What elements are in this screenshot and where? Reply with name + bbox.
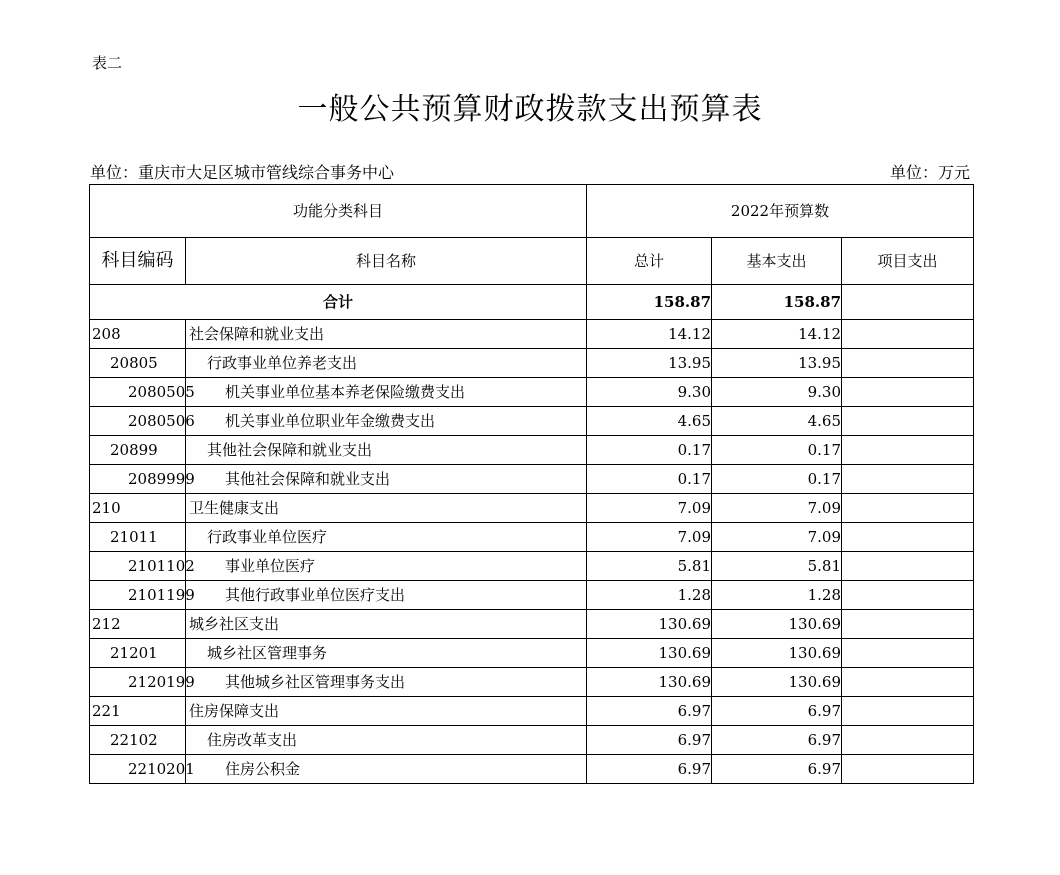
total-label: 合计	[90, 285, 587, 320]
table-row	[90, 494, 974, 523]
row-total: 7.09	[587, 494, 712, 523]
row-code: 212	[90, 610, 186, 639]
row-code: 208	[90, 320, 186, 349]
row-project	[842, 320, 974, 349]
row-code: 2101102	[90, 552, 186, 581]
code-header: 科目编码	[90, 238, 186, 285]
row-project	[842, 523, 974, 552]
basic-header: 基本支出	[712, 238, 842, 285]
row-project	[842, 465, 974, 494]
row-name: 住房保障支出	[186, 697, 587, 726]
table-row	[90, 436, 974, 465]
row-basic: 5.81	[712, 552, 842, 581]
row-project	[842, 726, 974, 755]
row-code: 2080505	[90, 378, 186, 407]
table-row	[90, 349, 974, 378]
row-total: 6.97	[587, 755, 712, 784]
table-row	[90, 465, 974, 494]
row-code: 22102	[90, 726, 186, 755]
table-row	[90, 610, 974, 639]
header-row-2	[90, 238, 974, 285]
row-basic: 14.12	[712, 320, 842, 349]
row-basic: 7.09	[712, 523, 842, 552]
table-row	[90, 639, 974, 668]
row-project	[842, 494, 974, 523]
row-total: 14.12	[587, 320, 712, 349]
row-code: 2120199	[90, 668, 186, 697]
budget-table	[89, 184, 974, 784]
total-total: 158.87	[587, 285, 712, 320]
table-row	[90, 726, 974, 755]
row-name: 城乡社区管理事务	[186, 639, 587, 668]
row-project	[842, 349, 974, 378]
row-name: 其他社会保障和就业支出	[186, 465, 587, 494]
table-row	[90, 581, 974, 610]
page-title: 一般公共预算财政拨款支出预算表	[297, 92, 763, 127]
row-total: 5.81	[587, 552, 712, 581]
row-code: 21201	[90, 639, 186, 668]
row-basic: 130.69	[712, 610, 842, 639]
row-name: 住房改革支出	[186, 726, 587, 755]
row-project	[842, 697, 974, 726]
row-basic: 130.69	[712, 668, 842, 697]
row-basic: 13.95	[712, 349, 842, 378]
row-total: 1.28	[587, 581, 712, 610]
row-code: 21011	[90, 523, 186, 552]
row-basic: 6.97	[712, 726, 842, 755]
row-name: 行政事业单位医疗	[186, 523, 587, 552]
unit-currency: 单位：万元	[889, 163, 970, 182]
header-row-1	[90, 185, 974, 238]
row-basic: 9.30	[712, 378, 842, 407]
table-row	[90, 668, 974, 697]
row-code: 2210201	[90, 755, 186, 784]
row-total: 130.69	[587, 639, 712, 668]
row-code: 2080506	[90, 407, 186, 436]
unit-organization: 单位：重庆市大足区城市管线综合事务中心	[90, 163, 395, 182]
row-total: 6.97	[587, 726, 712, 755]
row-total: 130.69	[587, 610, 712, 639]
row-project	[842, 639, 974, 668]
row-name: 其他行政事业单位医疗支出	[186, 581, 587, 610]
row-total: 0.17	[587, 436, 712, 465]
row-total: 130.69	[587, 668, 712, 697]
project-header: 项目支出	[842, 238, 974, 285]
budget-year-header: 2022年预算数	[587, 185, 974, 238]
row-name: 卫生健康支出	[186, 494, 587, 523]
total-basic: 158.87	[712, 285, 842, 320]
row-name: 行政事业单位养老支出	[186, 349, 587, 378]
row-name: 住房公积金	[186, 755, 587, 784]
row-code: 2089999	[90, 465, 186, 494]
total-project	[842, 285, 974, 320]
table-row	[90, 755, 974, 784]
row-basic: 6.97	[712, 755, 842, 784]
row-code: 221	[90, 697, 186, 726]
row-project	[842, 436, 974, 465]
table-row	[90, 552, 974, 581]
row-total: 4.65	[587, 407, 712, 436]
row-code: 20805	[90, 349, 186, 378]
row-name: 城乡社区支出	[186, 610, 587, 639]
row-project	[842, 407, 974, 436]
table-row	[90, 407, 974, 436]
row-name: 社会保障和就业支出	[186, 320, 587, 349]
row-code: 2101199	[90, 581, 186, 610]
row-total: 13.95	[587, 349, 712, 378]
row-code: 210	[90, 494, 186, 523]
row-project	[842, 755, 974, 784]
row-basic: 1.28	[712, 581, 842, 610]
row-project	[842, 610, 974, 639]
row-total: 9.30	[587, 378, 712, 407]
table-row	[90, 523, 974, 552]
total-header: 总计	[587, 238, 712, 285]
row-total: 7.09	[587, 523, 712, 552]
row-name: 其他社会保障和就业支出	[186, 436, 587, 465]
row-name: 机关事业单位职业年金缴费支出	[186, 407, 587, 436]
row-project	[842, 378, 974, 407]
row-total: 6.97	[587, 697, 712, 726]
table-row	[90, 378, 974, 407]
row-basic: 0.17	[712, 436, 842, 465]
row-project	[842, 552, 974, 581]
functional-class-header: 功能分类科目	[90, 185, 587, 238]
row-total: 0.17	[587, 465, 712, 494]
row-basic: 130.69	[712, 639, 842, 668]
row-code: 20899	[90, 436, 186, 465]
row-project	[842, 668, 974, 697]
row-name: 其他城乡社区管理事务支出	[186, 668, 587, 697]
row-project	[842, 581, 974, 610]
row-basic: 0.17	[712, 465, 842, 494]
row-name: 机关事业单位基本养老保险缴费支出	[186, 378, 587, 407]
sheet-label: 表二	[92, 54, 123, 72]
row-name: 事业单位医疗	[186, 552, 587, 581]
name-header: 科目名称	[186, 238, 587, 285]
row-basic: 6.97	[712, 697, 842, 726]
table-row	[90, 320, 974, 349]
row-basic: 7.09	[712, 494, 842, 523]
row-basic: 4.65	[712, 407, 842, 436]
total-row	[90, 285, 974, 320]
table-row	[90, 697, 974, 726]
